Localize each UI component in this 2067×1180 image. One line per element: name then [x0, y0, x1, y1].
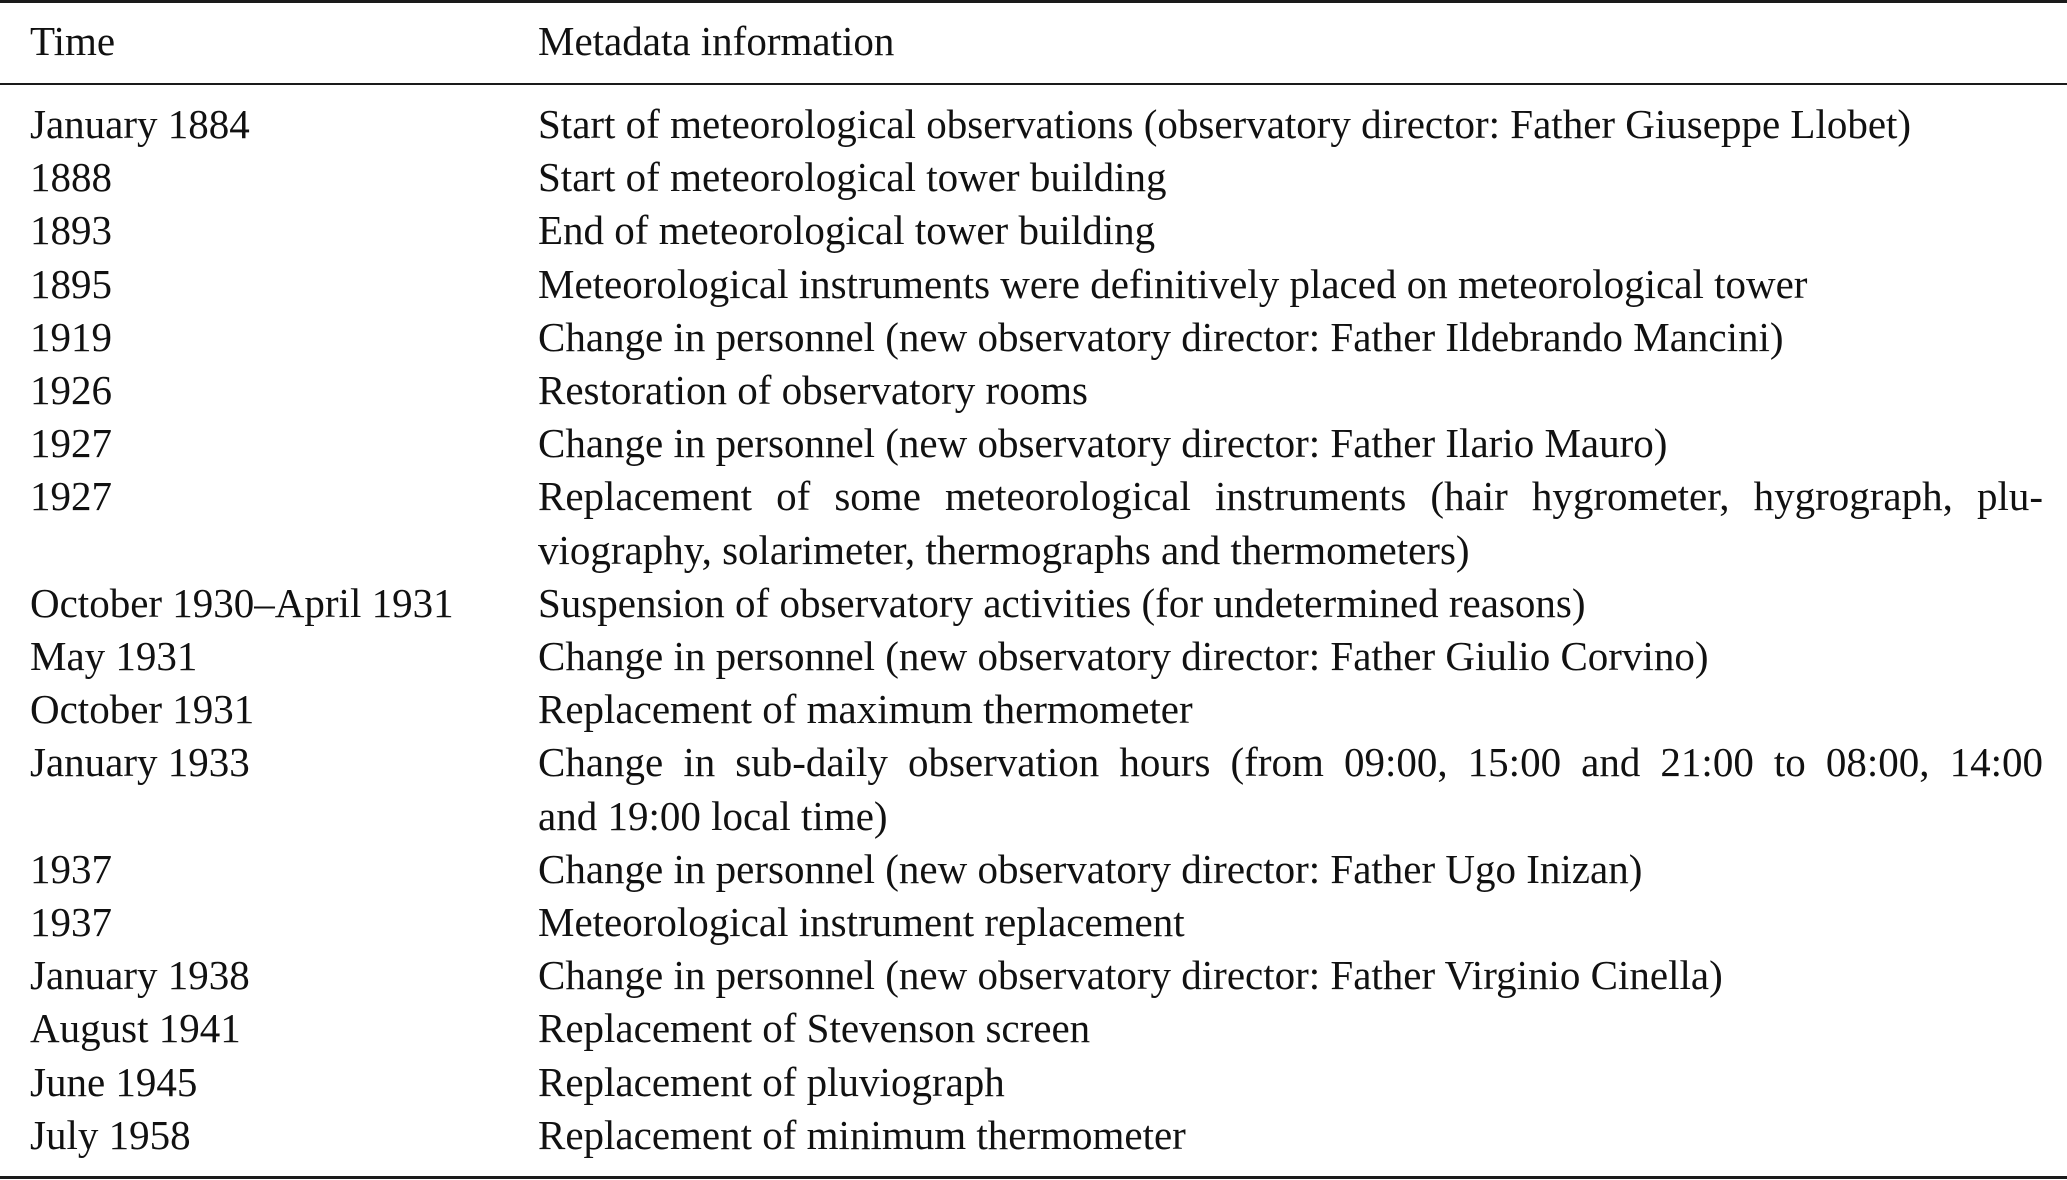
cell-metadata-line: Start of meteorological observations (observatory director: Father Giuseppe Llobet) — [538, 101, 1912, 147]
cell-time: 1888 — [30, 154, 112, 201]
cell-metadata-line: Change in personnel (new observatory director: Father Ugo Inizan) — [538, 845, 1643, 892]
cell-metadata-line: Replacement of maximum thermometer — [538, 686, 1193, 733]
cell-time: July 1958 — [30, 1111, 191, 1158]
table-row — [0, 98, 2067, 151]
cell-metadata — [538, 151, 2043, 204]
table-row — [0, 630, 2067, 683]
table-row — [0, 1002, 2067, 1055]
table-row — [0, 311, 2067, 364]
cell-time: June 1945 — [30, 1058, 198, 1105]
cell-metadata-line: Change in personnel (new observatory director: Father Ilario Mauro) — [538, 420, 1668, 467]
cell-metadata — [538, 204, 2043, 257]
table-row — [0, 470, 2067, 576]
cell-metadata — [538, 577, 2043, 630]
table-row — [0, 364, 2067, 417]
table-row — [0, 204, 2067, 257]
cell-time: January 1938 — [30, 952, 250, 999]
cell-time: 1937 — [30, 845, 112, 892]
table-row — [0, 949, 2067, 1002]
cell-metadata — [538, 311, 2043, 364]
cell-time: 1937 — [30, 899, 112, 946]
column-header-time: Time — [30, 18, 116, 64]
table-row — [0, 417, 2067, 470]
cell-metadata-line: Suspension of observatory activities (for undetermined reasons) — [538, 579, 1586, 626]
table-row — [0, 683, 2067, 736]
table-row — [0, 843, 2067, 896]
table-top-rule — [0, 0, 2067, 3]
table-header-rule — [0, 83, 2067, 85]
cell-metadata — [538, 364, 2043, 417]
table-row — [0, 1056, 2067, 1109]
cell-metadata-line: Meteorological instruments were definitively placed on meteorological tower — [538, 260, 1808, 307]
table-row — [0, 736, 2067, 842]
cell-metadata-line: End of meteorological tower building — [538, 207, 1156, 254]
cell-metadata-line: Replacement of Stevenson screen — [538, 1005, 1091, 1052]
table-body — [0, 98, 2067, 1162]
cell-metadata-line: Change in personnel (new observatory director: Father Giulio Corvino) — [538, 633, 1709, 680]
cell-metadata — [538, 1056, 2043, 1109]
table-bottom-rule — [0, 1176, 2067, 1179]
cell-metadata — [538, 843, 2043, 896]
table-row — [0, 1109, 2067, 1162]
cell-metadata-line: and 19:00 local time) — [538, 792, 888, 839]
cell-metadata — [538, 1002, 2043, 1055]
cell-metadata — [538, 98, 2043, 151]
column-header-metadata: Metadata information — [538, 18, 895, 64]
cell-metadata — [538, 949, 2043, 1002]
cell-time: 1927 — [30, 473, 112, 520]
cell-metadata-line: Change in personnel (new observatory director: Father Virginio Cinella) — [538, 952, 1723, 999]
table-header-row — [0, 15, 2067, 68]
cell-metadata — [538, 630, 2043, 683]
cell-metadata-line: Restoration of observatory rooms — [538, 367, 1088, 414]
cell-metadata — [538, 417, 2043, 470]
cell-metadata-line: Replacement of pluviograph — [538, 1058, 1005, 1105]
cell-time: October 1930–April 1931 — [30, 579, 454, 626]
cell-metadata-line: Change in sub-daily observation hours (from 09:00, 15:00 and 21:00 to 08:00, 14:00 — [538, 739, 2043, 786]
cell-time: 1926 — [30, 367, 112, 414]
cell-time: 1927 — [30, 420, 112, 467]
cell-time: 1919 — [30, 313, 112, 360]
cell-metadata — [538, 683, 2043, 736]
cell-time: January 1884 — [30, 101, 250, 147]
cell-metadata-line: Replacement of minimum thermometer — [538, 1111, 1186, 1158]
cell-metadata-line: Replacement of some meteorological instruments (hair hygrometer, hygrograph, plu- — [538, 473, 2043, 520]
cell-time: 1893 — [30, 207, 112, 254]
cell-metadata — [538, 258, 2043, 311]
table-row — [0, 258, 2067, 311]
cell-metadata — [538, 1109, 2043, 1162]
cell-metadata-line: Change in personnel (new observatory director: Father Ildebrando Mancini) — [538, 313, 1784, 360]
table-row — [0, 577, 2067, 630]
cell-metadata — [538, 736, 2043, 842]
cell-metadata-line: viography, solarimeter, thermographs and thermometers) — [538, 526, 1470, 573]
cell-metadata-line: Meteorological instrument replacement — [538, 899, 1185, 946]
cell-time: January 1933 — [30, 739, 250, 786]
table-row — [0, 896, 2067, 949]
cell-time: May 1931 — [30, 633, 198, 680]
cell-metadata — [538, 896, 2043, 949]
cell-time: August 1941 — [30, 1005, 241, 1052]
table-row — [0, 151, 2067, 204]
cell-metadata-line: Start of meteorological tower building — [538, 154, 1167, 201]
cell-time: October 1931 — [30, 686, 255, 733]
cell-metadata — [538, 470, 2043, 576]
cell-time: 1895 — [30, 260, 112, 307]
